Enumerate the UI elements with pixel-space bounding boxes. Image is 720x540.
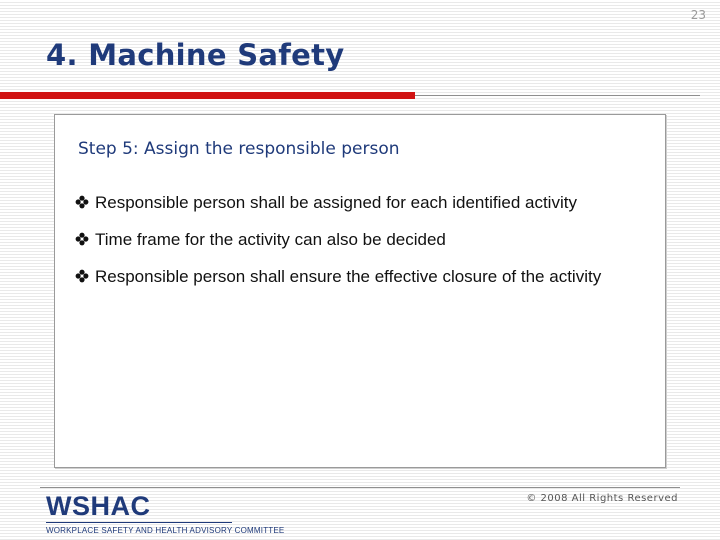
step-heading: Step 5: Assign the responsible person	[78, 139, 400, 159]
logo-tagline: WORKPLACE SAFETY AND HEALTH ADVISORY COMMITTEE	[46, 526, 285, 535]
wshac-logo	[46, 492, 284, 535]
diamond-bullet-icon	[75, 195, 89, 209]
bullet-list	[75, 191, 645, 302]
bullet-item	[75, 265, 645, 288]
title-underline-red	[0, 92, 415, 99]
content-box	[54, 114, 666, 468]
copyright-notice: © 2008 All Rights Reserved	[526, 493, 678, 504]
logo-wordmark: WSHAC	[46, 491, 151, 521]
diamond-bullet-icon	[75, 232, 89, 246]
logo-underline	[46, 522, 232, 523]
bullet-text: Time frame for the activity can also be decided	[95, 230, 446, 249]
title-underline	[0, 92, 700, 99]
bullet-item	[75, 191, 645, 214]
footer-divider	[40, 487, 680, 488]
diamond-bullet-icon	[75, 269, 89, 283]
slide-number: 23	[690, 8, 706, 22]
bullet-item	[75, 228, 645, 251]
title-underline-grey	[415, 95, 700, 96]
bullet-text: Responsible person shall ensure the effective closure of the activity	[95, 267, 602, 286]
slide-title: 4. Machine Safety	[46, 38, 345, 72]
bullet-text: Responsible person shall be assigned for each identified activity	[95, 193, 577, 212]
